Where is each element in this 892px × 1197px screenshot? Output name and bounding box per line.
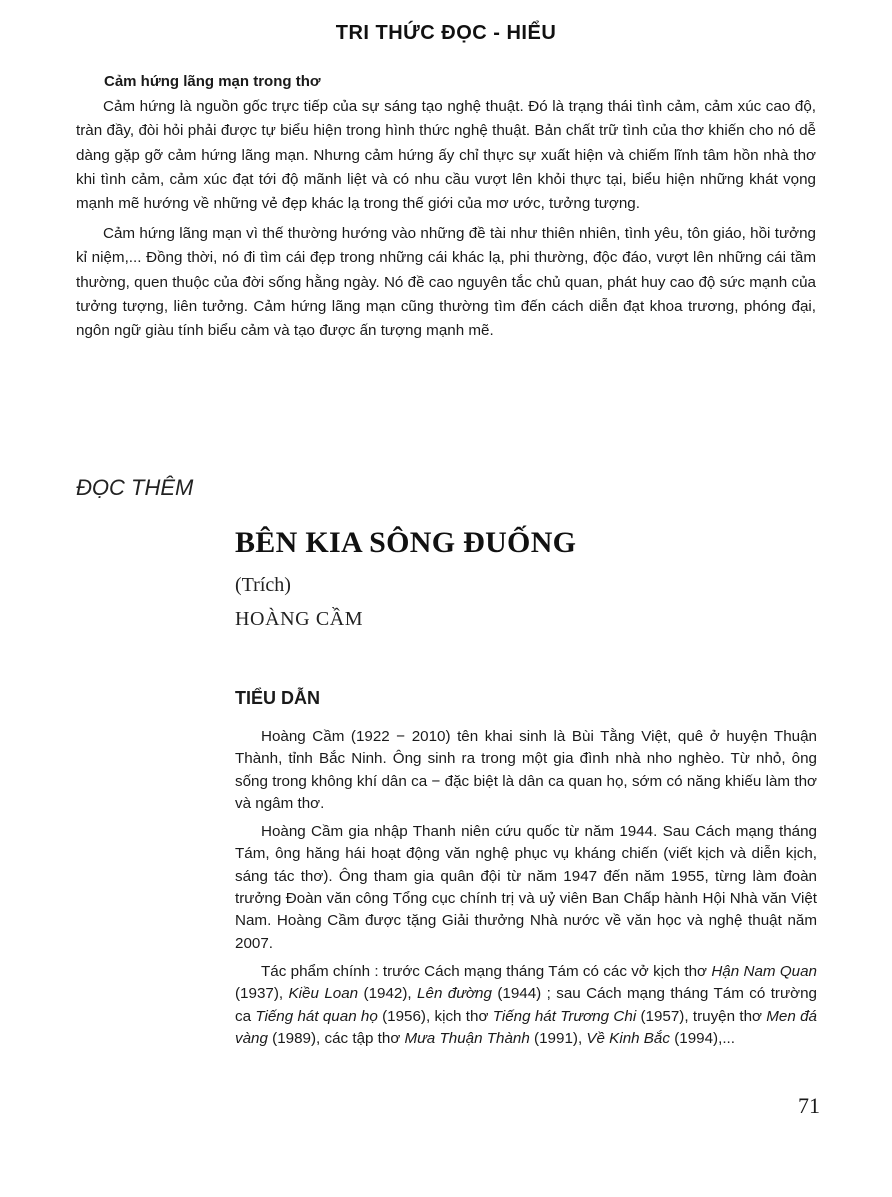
text-run: (1989), các tập thơ (267, 1029, 405, 1047)
work-title: Mưa Thuận Thành (404, 1029, 530, 1047)
poem-title: BÊN KIA SÔNG ĐUỐNG (235, 526, 577, 559)
page-number: 71 (798, 1093, 820, 1118)
text-run: (1994),... (669, 1029, 735, 1047)
excerpt-note: (Trích) (235, 574, 291, 596)
page-header: TRI THỨC ĐỌC - HIỂU (335, 22, 557, 44)
author-name: HOÀNG CẦM (235, 608, 364, 630)
intro-section (235, 726, 817, 1056)
intro-heading: TIỂU DẪN (235, 688, 320, 708)
work-title: Tiếng hát quan họ (255, 1007, 378, 1025)
text-run: Tác phẩm chính : trước Cách mạng tháng Tám có các vở kịch thơ (261, 962, 712, 980)
text-run: (1991), (529, 1029, 587, 1047)
paragraph: Cảm hứng lãng mạn vì thế thường hướng vào những đề tài như thiên nhiên, tình yêu, tôn giáo, hồi tưởng kỉ niệm,... Đồng thời, nó đi tìm cái đẹp trong những cái khác lạ, phi thường, độc đáo, vượt lên những cái tầm thường, quen thuộc của đời sống hằng ngày. Nó đề cao nguyên tắc chủ quan, phát huy cao độ sức mạnh của tưởng tượng, liên tưởng. Cảm hứng lãng mạn cũng thường tìm đến cách diễn đạt khoa trương, phóng đại, ngôn ngữ giàu tính biểu cảm và tạo được ấn tượng mạnh mẽ. (76, 225, 816, 340)
paragraph: Hoàng Cầm gia nhập Thanh niên cứu quốc từ năm 1944. Sau Cách mạng tháng Tám, ông hăng hái hoạt động văn nghệ phục vụ kháng chiến (viết kịch và diễn kịch, sáng tác thơ). Ông tham gia quân đội từ năm 1947 đến năm 1955, từng làm đoàn trưởng Đoàn văn công Tổng cục chính trị và uỷ viên Ban Chấp hành Hội Nhà văn Việt Nam. Hoàng Cầm được tặng Giải thưởng Nhà nước về văn học và nghệ thuật năm 2007. (235, 823, 817, 952)
text-run: (1944) ; sau Cách mạng tháng Tám có trường ca (235, 985, 818, 1025)
text-run: (1956), kịch thơ (377, 1007, 493, 1025)
paragraph: Cảm hứng là nguồn gốc trực tiếp của sự sáng tạo nghệ thuật. Đó là trạng thái tình cảm, cảm xúc cao độ, tràn đầy, đòi hỏi phải được tự biểu hiện trong hình thức nghệ thuật. Bản chất trữ tình của thơ khiến cho nó dễ dàng gặp gỡ cảm hứng lãng mạn. Nhưng cảm hứng ấy chỉ thực sự xuất hiện và chiếm lĩnh tâm hồn nhà thơ khi tình cảm, cảm xúc đạt tới độ mãnh liệt và có nhu cầu vượt lên khỏi thực tại, biểu hiện những khát vọng mạnh mẽ hướng về những vẻ đẹp khác lạ trong thế giới của mơ ước, tưởng tượng. (76, 98, 816, 213)
work-title: Hận Nam Quan (711, 962, 817, 980)
work-title: Kiều Loan (288, 985, 359, 1003)
text-run: (1942), (358, 985, 418, 1003)
work-title: Men đá vàng (235, 1007, 817, 1047)
work-title: Lên đường (417, 985, 492, 1003)
work-title: Về Kinh Bắc (586, 1029, 670, 1047)
section-subheading: Cảm hứng lãng mạn trong thơ (104, 73, 321, 90)
further-reading-label: ĐỌC THÊM (76, 475, 194, 500)
work-title: Tiếng hát Trương Chi (492, 1007, 637, 1025)
works-paragraph (235, 961, 817, 1050)
text-run: (1957), truyện thơ (636, 1007, 767, 1025)
paragraph: Hoàng Cầm (1922 − 2010) tên khai sinh là Bùi Tằng Việt, quê ở huyện Thuận Thành, tỉnh Bắc Ninh. Ông sinh ra trong một gia đình nhà nho nghèo. Từ nhỏ, ông sống trong không khí dân ca − đặc biệt là dân ca quan họ, sớm có năng khiếu làm thơ và ngâm thơ. (235, 728, 817, 812)
knowledge-section (76, 70, 816, 349)
text-run: (1937), (235, 985, 289, 1003)
